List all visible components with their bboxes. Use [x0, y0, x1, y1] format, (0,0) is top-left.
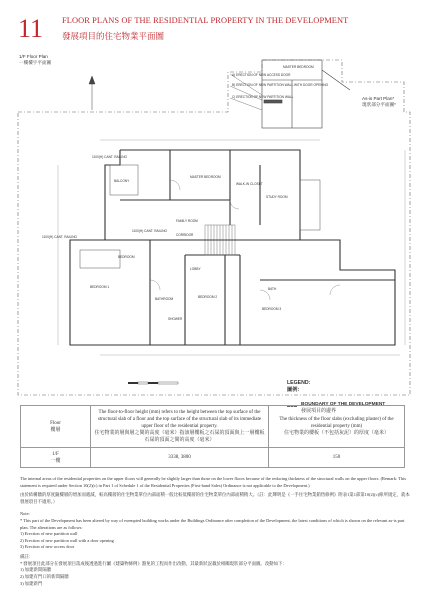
header-floor-en: Floor: [50, 420, 61, 426]
header-floor: [21, 406, 91, 448]
note-body-zh: * 發展項目此部分在發展項目落成後透過進行屬《建築物條例》豁免的工程而作出改動，其最新狀況載於相關現狀部分平面圖。改動如下：: [20, 560, 287, 566]
label-bathroom: BATHROOM: [155, 297, 174, 301]
label-railing-3: 1100(H) CANT. RAILING: [132, 229, 168, 233]
note-c: C) ERECTION OF NEW PARTITION WALL: [232, 95, 294, 99]
header-height-zh: 住宅物業的層與層之間的高度（毫米）指該層樓板之石屎的頂面與上一層樓板石屎的頂面之間的高度（毫米）: [94, 431, 265, 443]
remarks-zh: 由於結構牆的厚度隨樓層的增加而遞減，較高樓層的住宅物業單位內部面積一般比較低樓層的住宅物業單位內部面積稍大。（註：此聲明是《一手住宅物業銷售條例》附表1第1部第10(2)(c)條所規定，就本發展項目不適用。）: [20, 492, 410, 504]
note-item: 1) Erection of new partition wall: [20, 531, 78, 537]
legend-boundary-en: BOUNDARY OF THE DEVELOPMENT: [301, 402, 386, 407]
label-study-room: STUDY ROOM: [266, 195, 288, 199]
label-railing-2: 1100(H) CANT. RAILING: [42, 235, 78, 239]
label-master-bedroom: MASTER BEDROOM: [190, 175, 221, 179]
label-bedroom-2: BEDROOM 2: [198, 295, 218, 299]
note-item-zh: 1) 加建新間隔牆: [20, 567, 52, 573]
label-bath-small: BATH: [268, 287, 277, 291]
label-railing-1: 1100(H) CANT. RAILING: [92, 155, 128, 159]
cell-floor-zh: 一樓: [50, 458, 61, 464]
header-thickness: [269, 406, 405, 448]
cell-height: 3338, 3800: [91, 448, 269, 468]
as-is-part-plan: [262, 60, 350, 128]
scale-bar: [128, 382, 178, 384]
table-row: [21, 448, 405, 468]
floor-plan-label-zh: 一樓樓宇平面圖: [19, 60, 52, 66]
note-item: 2) Erection of new partition wall with a door opening: [20, 537, 114, 543]
remarks-en: The internal areas of the residential properties on the upper floors will generally be slightly larger than those on the lower floors because of the reducing thickness of the structural walls on the upper floors. (Remark: This statement is required under Section 10(2)(c) in Part 1 of Schedule 1 of the Residential Properties (First-hand Sales) Ordinance is not applicable to the Development.): [20, 476, 406, 488]
label-lobby: LOBBY: [190, 267, 201, 271]
as-built-label-zh: 現狀部分平面圖*: [362, 102, 396, 108]
label-bedroom-3: BEDROOM 3: [262, 307, 282, 311]
label-bedroom-1: BEDROOM 1: [90, 285, 110, 289]
note-item-zh: 3) 加建新門: [20, 580, 43, 586]
header-height-en: The floor-to-floor height (mm) refers to the height between the top surface of the structural slab of a floor and the top surface of the structural slab of its immediate upper floor of the residential property.: [97, 410, 262, 429]
note-label: Note:: [20, 511, 30, 517]
header-thickness-en: The thickness of the floor slabs (excluding plaster) of the residential property (mm): [279, 417, 394, 429]
page-number: 11: [18, 14, 44, 43]
notes-block: [20, 476, 410, 587]
cell-floor: [21, 448, 91, 468]
cell-floor-en: 1/F: [52, 451, 59, 457]
note-body: * This part of the Development has been altered by way of exempted building works under the Buildings Ordinance after completion of the Development, the latest conditions of which is shown on the relevant as-is part plan. The alterations are as follows:: [20, 518, 405, 530]
cell-thickness: 150: [269, 448, 405, 468]
note-item: 3) Erection of new access door: [20, 544, 75, 550]
north-arrow-icon: [89, 76, 95, 110]
legend-title-en: LEGEND:: [287, 380, 311, 386]
label-balcony: BALCONY: [114, 179, 130, 183]
floor-height-table: [20, 405, 405, 468]
note-a: A) ERECTION OF NEW ACCESS DOOR: [232, 73, 291, 77]
note-item-zh: 2) 加建有門口的新間隔牆: [20, 573, 69, 579]
page-title: FLOOR PLANS OF THE RESIDENTIAL PROPERTY IN THE DEVELOPMENT: [62, 16, 349, 25]
as-built-label-en: As-is Part Plan*: [362, 96, 395, 101]
label-corridor: CORRIDOR: [176, 233, 194, 237]
header-floor-zh: 樓層: [50, 427, 61, 433]
note-b: B) ERECTION OF NEW PARTITION WALL WITH DOOR OPENING: [232, 83, 329, 87]
page-title-zh: 發展項目的住宅物業平面圖: [62, 32, 165, 42]
label-master-bedroom-top: MASTER BEDROOM: [283, 65, 314, 69]
label-shower: SHOWER: [168, 317, 183, 321]
label-walk-in-closet: WALK-IN CLOSET: [236, 182, 263, 186]
legend-title: [287, 380, 385, 393]
table-header-row: [21, 406, 405, 448]
label-bedroom-small: BEDROOM: [118, 255, 135, 259]
note-label-zh: 備註：: [20, 554, 34, 560]
header-height: [91, 406, 269, 448]
header-thickness-zh: 住宅物業的樓板（不包括灰泥）的厚度（毫米）: [283, 431, 389, 436]
legend-boundary-zh: 發展項目的邊界: [301, 408, 337, 415]
floor-plan-label-en: 1/F Floor Plan: [19, 54, 48, 59]
legend-title-zh: 圖例：: [287, 387, 303, 393]
label-family-room: FAMILY ROOM: [176, 219, 198, 223]
